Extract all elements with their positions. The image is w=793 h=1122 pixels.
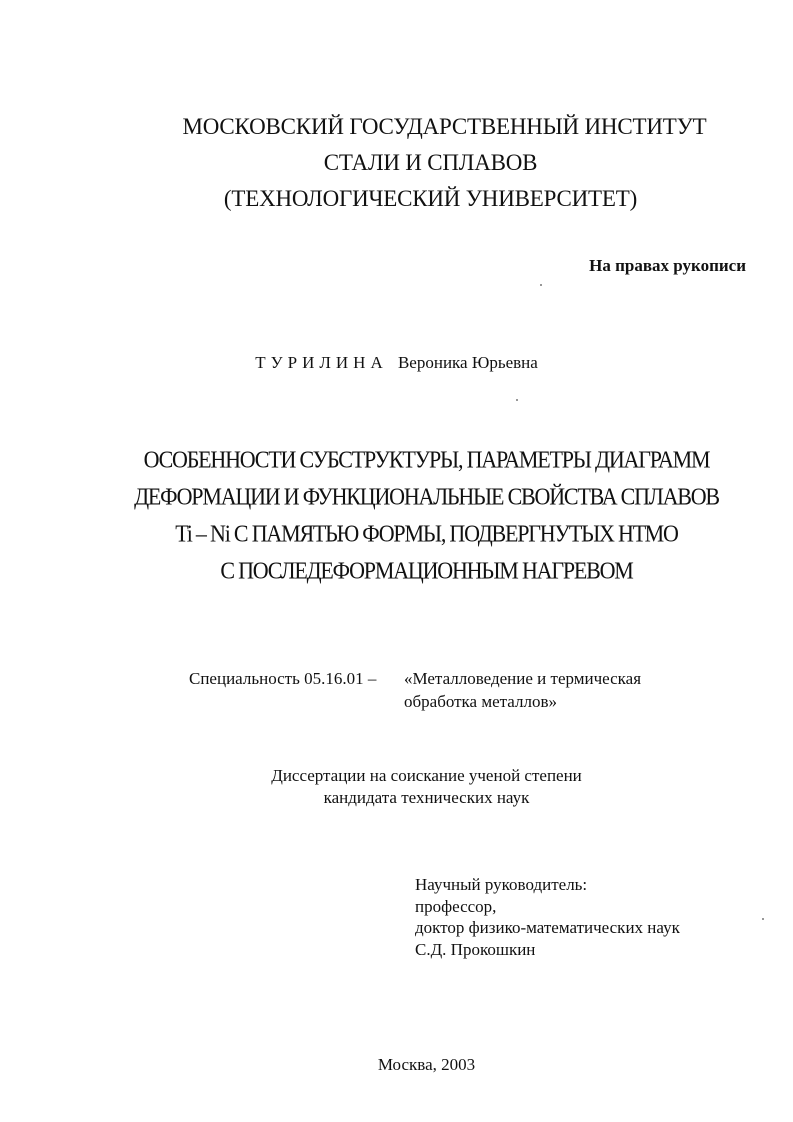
degree-line-1: Диссертации на соискание ученой степени xyxy=(271,766,582,785)
advisor-name: С.Д. Прокошкин xyxy=(415,940,536,959)
manuscript-note: На правах рукописи xyxy=(589,256,746,275)
degree-line-2: кандидата технических наук xyxy=(323,788,530,807)
specialty-label: Специальность 05.16.01 – xyxy=(189,669,377,688)
author-given-names: Вероника Юрьевна xyxy=(397,353,538,372)
advisor-degree: доктор физико-математических наук xyxy=(415,918,680,937)
advisor-position: профессор, xyxy=(415,897,497,916)
institution-line-1: МОСКОВСКИЙ ГОСУДАРСТВЕННЫЙ ИНСТИТУТ xyxy=(182,114,707,139)
title-line-4: С ПОСЛЕДЕФОРМАЦИОННЫМ НАГРЕВОМ xyxy=(220,556,633,584)
advisor-role: Научный руководитель: xyxy=(415,875,588,894)
specialty-name-line-1: «Металловедение и термическая xyxy=(404,669,642,688)
title-line-2: ДЕФОРМАЦИИ И ФУНКЦИОНАЛЬНЫЕ СВОЙСТВА СПЛАВОВ xyxy=(134,482,719,510)
title-line-1: ОСОБЕННОСТИ СУБСТРУКТУРЫ, ПАРАМЕТРЫ ДИАГРАММ xyxy=(143,445,710,473)
specialty-name-line-2: обработка металлов» xyxy=(404,692,557,711)
author-surname: ТУРИЛИНА xyxy=(255,353,388,372)
city-year: Москва, 2003 xyxy=(377,1055,476,1074)
scan-speck xyxy=(762,918,764,920)
institution-line-2: СТАЛИ И СПЛАВОВ xyxy=(323,150,538,175)
scan-speck xyxy=(540,284,542,286)
institution-line-3: (ТЕХНОЛОГИЧЕСКИЙ УНИВЕРСИТЕТ) xyxy=(223,186,638,211)
author xyxy=(0,353,793,373)
title-line-3: Ti – Ni С ПАМЯТЬЮ ФОРМЫ, ПОДВЕРГНУТЫХ НТМО xyxy=(175,519,678,547)
scan-speck xyxy=(516,399,518,401)
